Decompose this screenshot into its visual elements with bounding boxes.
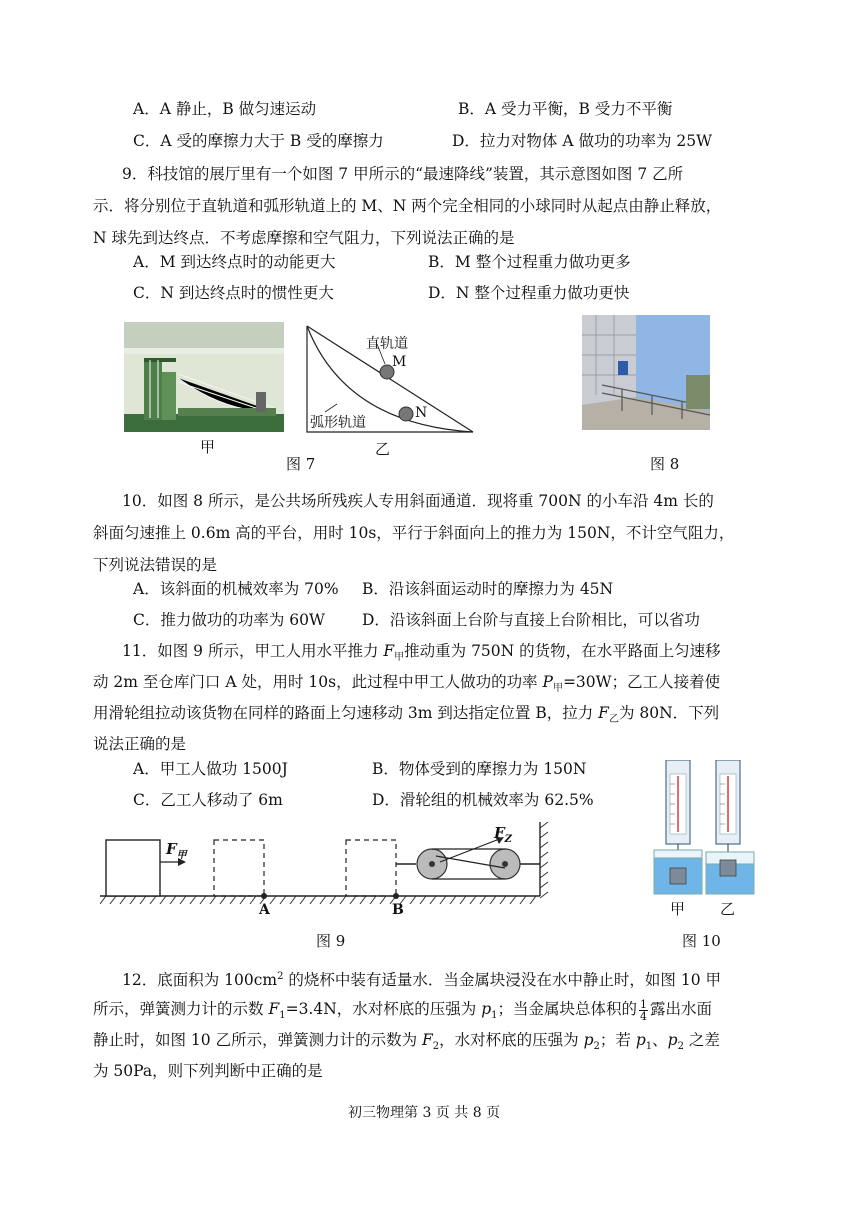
q11-stem-line4: 说法正确的是	[93, 735, 187, 753]
q11-option-d: D．滑轮组的机械效率为 62.5%	[372, 791, 594, 809]
q11-stem-line3: 用滑轮组拉动该货物在同样的路面上匀速移动 3m 到达指定位置 B，拉力 $F_乙$为 80N．下列	[93, 704, 720, 726]
fig9-b-label: B	[392, 902, 404, 918]
q12-stem-line4: 为 50Pa，则下列判断中正确的是	[93, 1062, 323, 1080]
q8-option-b: B．A 受力平衡，B 受力不平衡	[458, 100, 673, 118]
fig7-n-label: N	[415, 405, 428, 421]
fig7-straight-label: 直轨道	[366, 336, 408, 352]
fig9-pulley-system	[396, 837, 540, 879]
fig7-yi-label: 乙	[375, 440, 391, 458]
q12-fraction: $\frac{1}{4}$	[640, 997, 648, 1023]
fig10-caption: 图 10	[682, 932, 721, 950]
fig9-diagram	[100, 822, 552, 926]
q9-option-c: C．N 到达终点时的惯性更大	[133, 284, 334, 302]
q9-stem-line3: N 球先到达终点．不考虑摩擦和空气阻力，下列说法正确的是	[93, 229, 515, 247]
fig7-arc-label: 弧形轨道	[310, 415, 366, 431]
q11-option-a: A．甲工人做功 1500J	[133, 760, 288, 778]
fig10-jia-label: 甲	[670, 900, 686, 918]
fig7-caption: 图 7	[286, 455, 316, 473]
q8-option-a: A．A 静止，B 做匀速运动	[133, 100, 317, 118]
fig9-point-b	[393, 893, 399, 899]
q10-option-a: A．该斜面的机械效率为 70%	[133, 580, 339, 598]
fig9-point-a	[261, 893, 267, 899]
q10-option-c: C．推力做功的功率为 60W	[133, 611, 325, 629]
q10-option-d: D．沿该斜面上台阶与直接上台阶相比，可以省功	[362, 611, 700, 629]
q11-stem-line2: 动 2m 至仓库门口 A 处，用时 10s，此过程中甲工人做功的功率 $P_甲=30W$；乙工人接着使	[93, 673, 721, 695]
fig9-a-label: A	[259, 902, 270, 918]
q8-option-c: C．A 受的摩擦力大于 B 受的摩擦力	[133, 132, 384, 150]
fig9-f-yi-label: $F_Z$	[494, 824, 512, 845]
fig7-ball-n	[399, 407, 413, 421]
fig7-jia-label: 甲	[200, 438, 216, 456]
q10-option-b: B．沿该斜面运动时的摩擦力为 45N	[362, 580, 614, 598]
fig9-cargo-start	[106, 840, 160, 896]
fig10-diagram	[648, 760, 776, 896]
fig10-beaker-yi	[706, 852, 754, 894]
fig7-m-label: M	[392, 354, 407, 370]
q11-stem-line1: 11．如图 9 所示，甲工人用水平推力 $F_甲$推动重为 750N 的货物，在水平路面上匀速移	[122, 642, 721, 664]
fig9-cargo-at-b	[346, 840, 396, 896]
q9-option-b: B．M 整个过程重力做功更多	[428, 253, 631, 271]
q9-stem-line1: 9．科技馆的展厅里有一个如图 7 甲所示的“最速降线”装置，其示意图如图 7 乙所	[122, 165, 684, 183]
fig8-photo	[582, 315, 710, 430]
q10-stem-line2: 斜面匀速推上 0.6m 高的平台，用时 10s，平行于斜面向上的推力为 150N，不计空气阻力，	[93, 524, 735, 542]
fig9-cargo-at-a	[214, 840, 264, 896]
q10-stem-line1: 10．如图 8 所示，是公共场所残疾人专用斜面通道．现将重 700N 的小车沿 4m 长的	[122, 492, 714, 510]
q9-stem-line2: 示．将分别位于直轨道和弧形轨道上的 M、N 两个完全相同的小球同时从起点由静止释放，	[93, 197, 722, 215]
q10-stem-line3: 下列说法错误的是	[93, 556, 218, 574]
page-footer: 初三物理第 3 页 共 8 页	[348, 1105, 501, 1121]
fig9-caption: 图 9	[316, 932, 346, 950]
q11-option-b: B．物体受到的摩擦力为 150N	[372, 760, 587, 778]
q12-stem-line3: 静止时，如图 10 乙所示，弹簧测力计的示数为 $F_2$，水对杯底的压强为 $p_2$；若 $p_1$、$p_2$ 之差	[93, 1031, 720, 1053]
fig10-spring-scale-yi	[716, 760, 740, 860]
q12-stem-line1: 12．底面积为 $100cm^2$ 的烧杯中装有适量水．当金属块浸没在水中静止时，如图 10 甲	[122, 971, 722, 990]
fig9-f-jia-label: $F_甲$	[166, 840, 187, 861]
fig10-yi-label: 乙	[720, 900, 736, 918]
q9-option-d: D．N 整个过程重力做功更快	[428, 284, 630, 302]
fig8-caption: 图 8	[650, 455, 680, 473]
fig7-photo	[124, 322, 284, 432]
q9-option-a: A．M 到达终点时的动能更大	[133, 253, 336, 271]
q11-option-c: C．乙工人移动了 6m	[133, 791, 283, 809]
fig10-beaker-jia	[654, 850, 702, 894]
q12-stem-line2: 所示，弹簧测力计的示数 $F_1=3.4N$，水对杯底的压强为 $p_1$；当金属块总体积的 $\frac{1}{4}$ 露出水面	[93, 997, 713, 1023]
q8-option-d: D．拉力对物体 A 做功的功率为 25W	[452, 132, 713, 150]
